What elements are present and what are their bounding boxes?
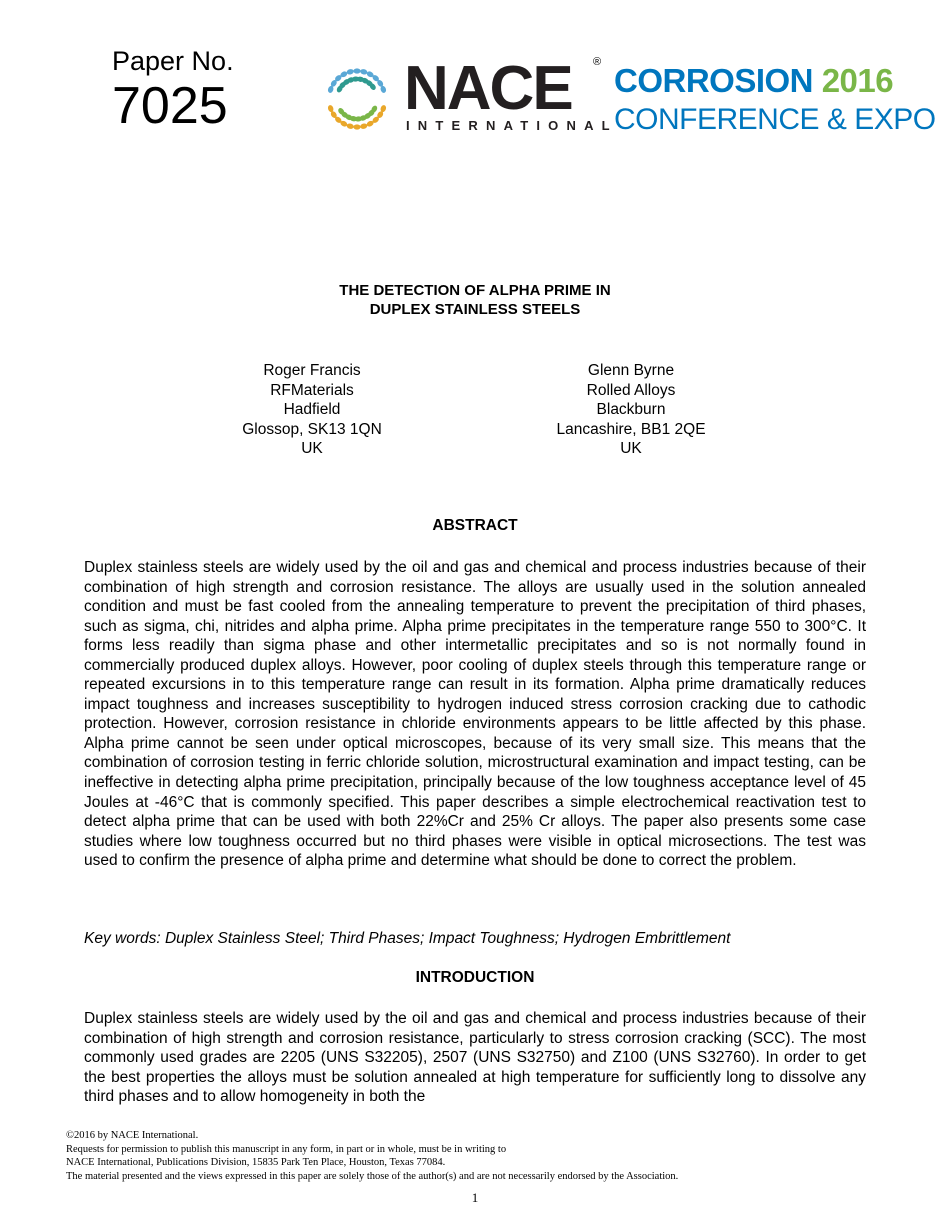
abstract-text: Duplex stainless steels are widely used by the oil and gas and chemical and process industries because of their combination of high strength and corrosion resistance. The alloys are usually used in the solution annealed condition and must be fast cooled from the annealing temperature to prevent the precipitation of third phases, such as sigma, chi, nitrides and alpha prime. Alpha prime precipitates in the temperature range 550 to 300°C. It forms less readily than sigma phase and other intermetallic precipitates and so is not normally found in commercially produced duplex alloys. However, poor cooling of duplex steels through this temperature range or repeated excursions in to this temperature range can result in its formation. Alpha prime dramatically reduces impact toughness and increases susceptibility to hydrogen induced stress corrosion cracking due to cathodic protection. However, corrosion resistance in chloride environments appears to be little affected by this phase. Alpha prime cannot be seen under optical microscopes, because of its very small size. This means that the combination of corrosion testing in ferric chloride solution, microstructural examination and impact testing, can be ineffective in detecting alpha prime precipitation, principally because of the low toughness acceptance level of 45 Joules at -46°C that is commonly specified. This paper describes a simple electrochemical reactivation test to detect alpha prime that can be used with both 22%Cr and 25% Cr alloys. The paper also presents some case studies where low toughness occurred but no third phases were visible in optical microsections. The test was used to confirm the presence of alpha prime and determine what should be done to correct the problem. [84, 559, 866, 870]
conference-title [614, 62, 893, 100]
logo-dot [346, 68, 354, 75]
paper-label: Paper No. [112, 46, 234, 76]
conference-name: CORROSION [614, 62, 814, 99]
logo-dot [353, 124, 360, 129]
paper-title [0, 281, 950, 319]
page-number: 1 [471, 1190, 479, 1205]
author-org: Rolled Alloys [586, 381, 676, 399]
footer-line-3: NACE International, Publications Division, 15835 Park Ten Place, Houston, Texas 77084. [66, 1157, 446, 1168]
title-line-2: DUPLEX STAINLESS STEELS [369, 301, 581, 318]
author-org: RFMaterials [270, 381, 354, 399]
title-line-1: THE DETECTION OF ALPHA PRIME IN [339, 282, 611, 299]
paper-number: 7025 [112, 77, 228, 135]
logo-dot [346, 123, 354, 130]
logo-dot [353, 68, 360, 73]
registered-mark: ® [593, 56, 602, 68]
footer-line-4: The material presented and the views expressed in this paper are solely those of the author(s) and are not necessarily endorsed by the Association. [66, 1170, 679, 1182]
footer-line-2: Requests for permission to publish this manuscript in any form, in part or in whole, must be in writing to [66, 1143, 507, 1155]
nace-subtitle: INTERNATIONAL [406, 118, 618, 133]
author-name: Glenn Byrne [587, 362, 675, 379]
author-country: UK [301, 440, 323, 458]
logo-dot [360, 68, 368, 75]
paper-number-block [112, 46, 234, 134]
keywords: Key words: Duplex Stainless Steel; Third Phases; Impact Toughness; Hydrogen Embrittlement [84, 930, 731, 947]
author-name: Roger Francis [263, 362, 361, 379]
logo-dot [360, 123, 368, 130]
author-city: Hadfield [283, 401, 341, 419]
conference-subtitle: CONFERENCE & EXPO [614, 103, 936, 136]
author-region: Lancashire, BB1 2QE [556, 420, 706, 438]
footer-line-1: ©2016 by NACE International. [66, 1130, 199, 1141]
author-region: Glossop, SK13 1QN [242, 420, 382, 438]
abstract-heading: ABSTRACT [432, 517, 518, 534]
conference-year: 2016 [821, 62, 894, 99]
nace-logo-icon [322, 64, 392, 134]
nace-wordmark: NACE [404, 54, 572, 123]
author-country: UK [620, 440, 642, 458]
author-2 [511, 361, 751, 459]
author-city: Blackburn [596, 401, 666, 419]
copyright-footer [66, 1129, 678, 1183]
introduction-text: Duplex stainless steels are widely used by the oil and gas and chemical and process industries because of their combination of high strength and corrosion resistance, particularly to stress corrosion cracking (SCC). The most commonly used grades are 2205 (UNS S32205), 2507 (UNS S32750) and Z100 (UNS S32760). In order to get the best properties the alloys must be solution annealed at high temperature for sufficiently long to dissolve any third phases and to allow homogeneity in both the [84, 1010, 866, 1106]
author-1 [192, 361, 432, 459]
introduction-heading: INTRODUCTION [415, 969, 535, 986]
